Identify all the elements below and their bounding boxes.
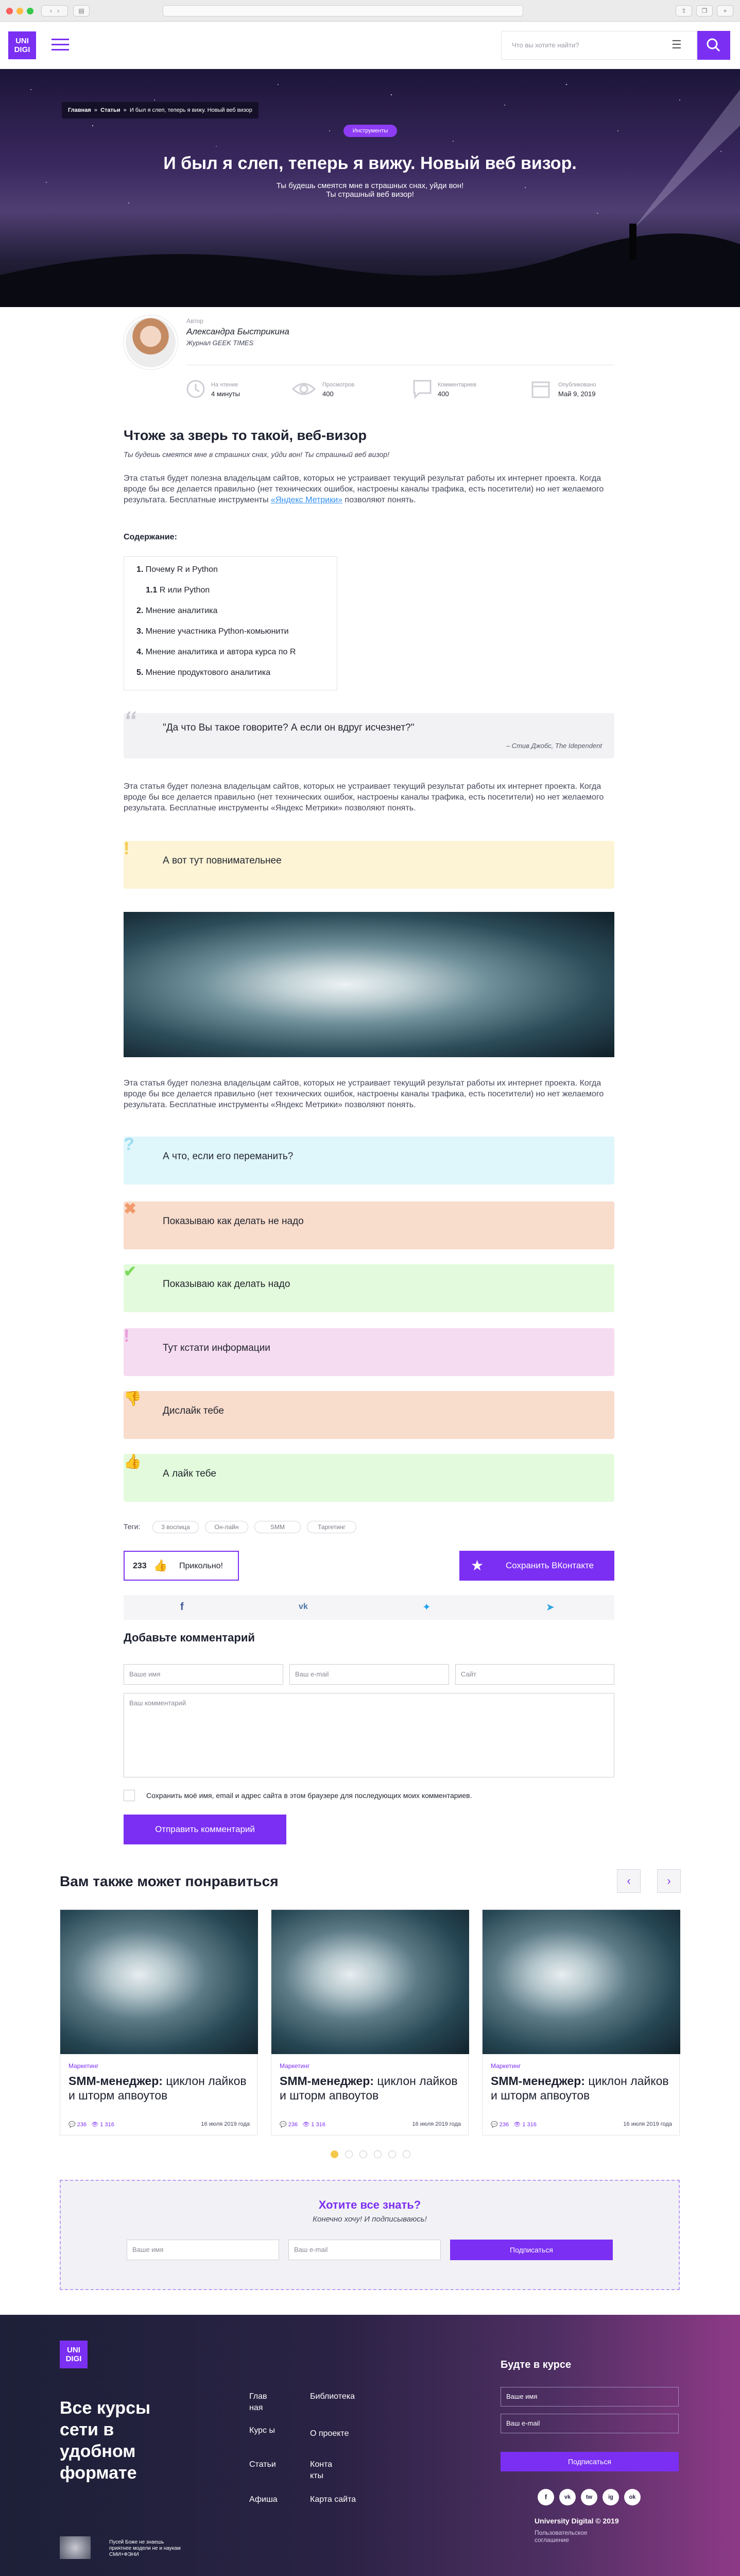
tag-chip[interactable]: SMM <box>254 1521 301 1533</box>
subscribe-name-input[interactable]: Ваше имя <box>127 2240 279 2260</box>
exclamation-icon: ! <box>124 1326 130 1346</box>
article-card[interactable] <box>482 1909 680 2136</box>
pagination-dot[interactable] <box>359 2150 367 2158</box>
site-footer <box>0 2315 740 2576</box>
footer-email-input[interactable]: Ваш e-mail <box>501 2414 679 2433</box>
back-forward-icon[interactable]: ‹ › <box>41 5 68 16</box>
question-icon: ? <box>124 1134 134 1154</box>
attention-box: ! А вот тут повнимательнее <box>124 841 614 889</box>
footer-link[interactable]: Библиотека <box>310 2392 355 2401</box>
toc-item[interactable]: 3. Мнение участника Python-комьюнити <box>136 627 289 636</box>
quote-author: – Стив Джобс, The Idependent <box>506 742 602 750</box>
footer-link[interactable]: Афиша <box>249 2495 278 2504</box>
vk-icon[interactable]: vk <box>299 1602 308 1611</box>
like-box: 👍 А лайк тебе <box>124 1454 614 1502</box>
related-title: Вам также может понравиться <box>60 1873 279 1889</box>
twitter-icon[interactable]: tw <box>581 2489 597 2505</box>
quote-icon: “ <box>124 706 136 735</box>
table-of-contents <box>124 556 337 690</box>
card-image <box>271 1910 469 2054</box>
toc-item[interactable]: 1.1 R или Python <box>146 586 210 595</box>
footer-slogan: Все курсы сети в удобном формате <box>60 2398 151 2483</box>
comments-value: 400 <box>438 390 449 398</box>
footer-link[interactable]: Курс ы <box>249 2426 275 2435</box>
comment-icon <box>412 379 433 399</box>
published-label: Опубликовано <box>558 382 596 388</box>
card-stats: 💬 236 👁 1 316 <box>491 2122 537 2128</box>
card-category[interactable]: Маркетинг <box>280 2062 310 2070</box>
page-subtitle: Ты будешь смеятся мне в страшных снах, уйди вон! Ты страшный веб визор! <box>276 181 464 199</box>
exclamation-icon: ! <box>124 839 130 858</box>
newsletter-title: Будте в курсе <box>501 2359 572 2370</box>
footer-name-input[interactable]: Ваше имя <box>501 2387 679 2406</box>
carousel-pagination <box>331 2150 423 2159</box>
check-icon: ✔ <box>124 1263 137 1280</box>
odnoklassniki-icon[interactable]: ok <box>624 2489 641 2505</box>
search-button[interactable] <box>697 31 730 60</box>
facebook-icon[interactable]: f <box>538 2489 554 2505</box>
submit-comment-button[interactable]: Отправить комментарий <box>124 1815 286 1844</box>
thumb-up-icon: 👍 <box>124 1453 142 1469</box>
dislike-box: 👎 Дислайк тебе <box>124 1391 614 1439</box>
remember-label: Сохранить моё имя, email и адрес сайта в этом браузере для последующих моих комментариев. <box>146 1791 472 1800</box>
subscribe-subtitle: Конечно хочу! И подписываюсь! <box>313 2215 427 2224</box>
footer-link[interactable]: О проекте <box>310 2429 349 2438</box>
article-paragraph: Эта статья будет полезна владельцам сайтов, которых не устраивает текущий результат работы их интернет проекта. Когда вроде бы все делается правильно (нет технических ошибок, настроены каналы трафика, есть посетители) но нет желаемого результата. Бесплатные инструменты «Яндекс Метрики» позволяют понять. <box>124 1079 604 1109</box>
toc-title: Содержание: <box>124 533 177 541</box>
article-paragraph: Эта статья будет полезна владельцам сайтов, которых не устраивает текущий результат работы их интернет проекта. Когда вроде бы все делается правильно (нет технических ошибок, настроены каналы трафика, есть посетители) но нет желаемого результата. Бесплатные инструменты «Яндекс Метрики» позволяют понять. <box>124 782 604 812</box>
tag-chip[interactable]: 3 воспица <box>152 1521 199 1533</box>
footer-cat-image <box>60 2536 91 2559</box>
breadcrumb-current: И был я слеп, теперь я вижу. Новый веб визор <box>129 107 252 113</box>
clouds-image <box>124 912 614 1057</box>
card-date: 16 июля 2019 года <box>412 2121 461 2127</box>
tabs-icon[interactable]: ❐ <box>696 5 713 16</box>
article-lead: Ты будешь смеятся мне в страшних снах, уйди вон! Ты страшный веб визор! <box>124 450 390 459</box>
footer-link[interactable]: Глав ная <box>249 2392 267 2412</box>
card-category[interactable]: Маркетинг <box>68 2062 99 2070</box>
star-icon: ★ <box>471 1557 484 1573</box>
add-tab-icon[interactable]: + <box>717 5 733 16</box>
views-value: 400 <box>322 390 334 398</box>
thumb-up-icon: 👍 <box>153 1559 168 1572</box>
calendar-icon <box>530 379 551 399</box>
footer-note: Пусей Боже не знаешь приятнее модели не и наукам СМИ+ФЭНИ <box>109 2539 181 2557</box>
pagination-dot[interactable] <box>331 2150 338 2158</box>
article-paragraph: Эта статья будет полезна владельцам сайтов, которых не устраивает текущий результат работы их интернет проекта. Когда вроде бы все делается правильно (нет технических ошибок, настроены каналы трафика, есть посетители) но нет желаемого результата. Бесплатные инструменты «Яндекс Метрики» позволяют понять. <box>124 474 604 504</box>
category-tag[interactable]: Инструменты <box>343 125 397 137</box>
save-vk-button[interactable]: ★ Сохранить ВКонтакте <box>459 1551 614 1581</box>
breadcrumb-articles[interactable]: Статьи <box>100 107 121 113</box>
info-box: ! Тут кстати информации <box>124 1328 614 1376</box>
share-bar <box>124 1595 614 1620</box>
comment-textarea[interactable]: Ваш комментарий <box>124 1693 614 1777</box>
carousel-prev-button[interactable]: ‹ <box>617 1869 641 1893</box>
pagination-dot[interactable] <box>374 2150 382 2158</box>
dont-box: ✖ Показываю как делать не надо <box>124 1201 614 1249</box>
pagination-dot[interactable] <box>403 2150 410 2158</box>
menu-icon[interactable] <box>51 39 69 51</box>
views-label: Просмотров <box>322 382 355 388</box>
site-logo[interactable]: UNI DIGI <box>8 31 36 59</box>
search-icon <box>697 31 730 60</box>
filter-icon[interactable]: ☰ <box>672 38 682 51</box>
facebook-icon[interactable]: f <box>180 1601 184 1613</box>
toc-item[interactable]: 1. Почему R и Python <box>136 565 218 574</box>
article-card[interactable] <box>60 1909 257 2136</box>
subscribe-box <box>60 2180 680 2290</box>
card-date: 16 июля 2019 года <box>201 2121 250 2127</box>
do-box: ✔ Показываю как делать надо <box>124 1264 614 1312</box>
article-title: Чтоже за зверь то такой, веб-визор <box>124 428 367 443</box>
cross-icon: ✖ <box>124 1200 137 1217</box>
thumb-down-icon: 👎 <box>124 1391 142 1406</box>
reading-time-value: 4 минуты <box>211 390 240 398</box>
clock-icon <box>185 379 206 399</box>
footer-subscribe-button[interactable]: Подписаться <box>501 2452 679 2471</box>
toc-item[interactable]: 4. Мнение аналитика и автора курса по R <box>136 648 296 656</box>
carousel-next-button[interactable]: › <box>657 1869 681 1893</box>
card-image <box>60 1910 258 2054</box>
subscribe-email-input[interactable]: Ваш e-mail <box>288 2240 441 2260</box>
tags-label: Теги: <box>124 1522 141 1531</box>
maximize-window-icon[interactable] <box>27 8 33 14</box>
user-agreement-link[interactable]: Пользовательское соглашение <box>535 2529 588 2544</box>
comments-title: Добавьте комментарий <box>124 1631 255 1644</box>
card-title[interactable]: SMM-менеджер: циклон лайков и шторм апвоутов <box>491 2074 669 2102</box>
eye-icon <box>291 379 316 399</box>
like-button[interactable]: 233 👍 Прикольно! <box>124 1551 239 1581</box>
question-box: ? А что, если его переманить? <box>124 1137 614 1184</box>
article-card[interactable] <box>271 1909 469 2136</box>
hero-banner <box>0 69 740 307</box>
comment-email-input[interactable]: Ваш e-mail <box>289 1664 449 1685</box>
pagination-dot[interactable] <box>388 2150 396 2158</box>
card-title[interactable]: SMM-менеджер: циклон лайков и шторм апвоутов <box>280 2074 458 2102</box>
yandex-metrika-link[interactable]: «Яндекс Метрики» <box>270 496 342 504</box>
minimize-window-icon[interactable] <box>16 8 23 14</box>
breadcrumb: Главная » Статьи » И был я слеп, теперь я вижу. Новый веб визор <box>62 102 259 118</box>
author-name[interactable]: Александра Быстрикина <box>186 327 289 336</box>
search-input[interactable]: Что вы хотите найти? ☰ <box>501 31 697 60</box>
pagination-dot[interactable] <box>345 2150 353 2158</box>
instagram-icon[interactable]: ig <box>603 2489 619 2505</box>
footer-logo[interactable]: UNI DIGI <box>60 2341 88 2368</box>
footer-link[interactable]: Конта кты <box>310 2460 333 2480</box>
tag-chip[interactable]: Он-лайн <box>205 1521 248 1533</box>
footer-link[interactable]: Статьи <box>249 2460 276 2469</box>
card-title[interactable]: SMM-менеджер: циклон лайков и шторм апвоутов <box>68 2074 247 2102</box>
quote-text: "Да что Вы такое говорите? А если он вдруг исчезнет?" <box>163 722 415 733</box>
subscribe-button[interactable]: Подписаться <box>450 2240 613 2260</box>
card-image <box>483 1910 680 2054</box>
toc-item[interactable]: 5. Мнение продуктового аналитика <box>136 668 271 677</box>
published-value: Май 9, 2019 <box>558 390 596 398</box>
page-title: И был я слеп, теперь я вижу. Новый веб визор. <box>163 154 577 173</box>
close-window-icon[interactable] <box>6 8 13 14</box>
card-category[interactable]: Маркетинг <box>491 2062 521 2070</box>
breadcrumb-home[interactable]: Главная <box>68 107 91 113</box>
sidebar-icon[interactable]: ▤ <box>73 5 90 16</box>
card-date: 16 июля 2019 года <box>623 2121 672 2127</box>
card-stats: 💬 236 👁 1 316 <box>68 2122 114 2128</box>
author-label: Автор <box>186 317 203 325</box>
copyright: University Digital © 2019 <box>535 2517 619 2525</box>
twitter-icon[interactable]: ✦ <box>422 1602 431 1613</box>
comment-site-input[interactable]: Сайт <box>455 1664 614 1685</box>
footer-link[interactable]: Карта сайта <box>310 2495 356 2504</box>
subscribe-title: Хотите все знать? <box>318 2198 421 2211</box>
reading-time-label: На чтение <box>211 382 238 388</box>
remember-checkbox[interactable] <box>124 1790 135 1801</box>
author-journal: Журнал GEEK TIMES <box>186 339 254 347</box>
vk-icon[interactable]: vk <box>559 2489 576 2505</box>
card-stats: 💬 236 👁 1 316 <box>280 2122 325 2128</box>
author-avatar[interactable] <box>124 315 178 369</box>
comment-name-input[interactable]: Ваше имя <box>124 1664 283 1685</box>
telegram-icon[interactable]: ➤ <box>546 1602 555 1613</box>
toc-item[interactable]: 2. Мнение аналитика <box>136 606 218 615</box>
comments-label: Комментариев <box>438 382 477 388</box>
quote-block <box>124 706 614 758</box>
address-bar[interactable] <box>163 5 523 16</box>
share-icon[interactable]: ⇪ <box>676 5 692 16</box>
tag-chip[interactable]: Таргетинг <box>307 1521 356 1533</box>
